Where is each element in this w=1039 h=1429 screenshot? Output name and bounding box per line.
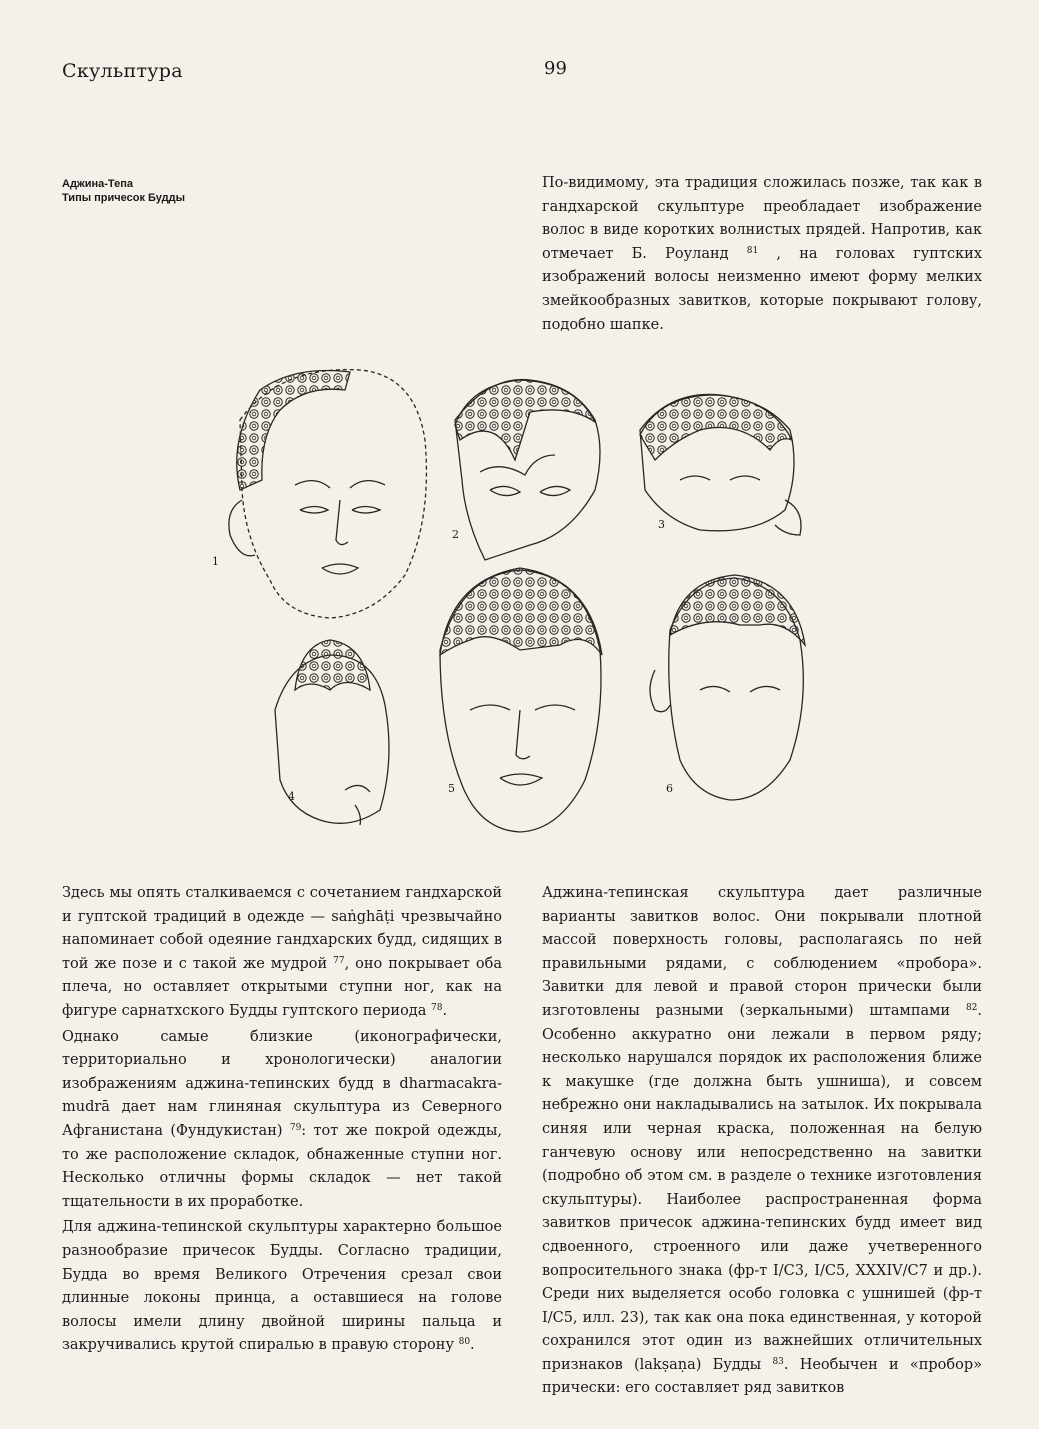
figure-label-4: 4 [288,790,295,803]
paragraph [62,1216,502,1358]
footnote-ref[interactable]: 81 [746,245,759,256]
paragraph-text: . [470,1337,475,1354]
page-number: 99 [544,58,567,79]
figure-label-1: 1 [212,555,219,568]
paragraph-text: По-видимому, эта традиция сложилась позже, так как в гандхарской скульптуре преобладает изображение волос в виде коротких волнистых прядей. Напротив, как отмечает Б. Роуланд [542,175,982,262]
footnote-ref[interactable]: 80 [458,1337,471,1348]
paragraph-text: Здесь мы опять сталкиваемся с сочетанием гандхарской и гуптской традиций в одежде — saṅghāṭi чрезвычайно напоминает собой одеяние гандхарских будд, сидящих в той же позе и с такой же мудрой [62,885,502,972]
caption-line-site: Аджина-Тепа [62,178,133,190]
paragraph-text: Аджина-тепинская скульптура дает различные варианты завитков волос. Они покрывали плотной массой поверхность головы, располагаясь по ней правильными рядами, с соблюдением «пробора». Завитки для левой и правой сторон прически были изготовлены разными (зеркальными) штампами [542,885,982,1019]
paragraph [62,882,502,1024]
head-5-drawing [440,568,602,832]
footnote-ref[interactable]: 78 [430,1002,443,1013]
running-header-title: Скульптура [62,60,183,82]
paragraph [62,1026,502,1215]
head-1-drawing [229,370,427,618]
text-column-bottom-right [542,882,982,1401]
paragraph-text: . Особенно аккуратно они лежали в первом ряду; несколько нарушался порядок их расположения ближе к макушке (где должна быть ушниша), и совсем небрежно они накладывались на затылок. Их покрывала синяя или черная краска, положенная на белую ганчевую основу или непосредственно на завитки (подробно об этом см. в разделе о технике изготовления скульптуры). Наиболее распространенная форма завитков причесок аджина-тепинских будд имеет вид сдвоенного, строенного или даже учетверенного вопросительного знака (фр-т I/C3, I/C5, XXXIV/C7 и др.). Среди них выделяется особо головка с ушнишей (фр-т I/C5, илл. 23), так как она пока единственная, у которой сохранился этот один из важнейших отличительных признаков (lakṣaṇa) Будды [542,1002,982,1373]
caption-line-title: Типы причесок Будды [62,192,186,204]
figure-label-2: 2 [452,528,459,541]
paragraph-text: : тот же покрой одежды, то же расположение складок, обнаженные ступни ног. Несколько отличны формы складок — нет такой тщательности в их проработке. [62,1122,502,1210]
figure-label-6: 6 [666,782,673,795]
paragraph-text: . Необычен и «пробор» прически: его составляет ряд завитков [542,1356,982,1397]
figure-label-5: 5 [448,782,455,795]
footnote-ref[interactable]: 82 [965,1002,978,1013]
paragraph [542,172,982,337]
figure-caption [62,177,185,205]
text-column-top-right [542,172,982,337]
paragraph-text: Однако самые близкие (иконографически, территориально и хронологически) аналогии изображениям аджина-тепинских будд в dharmacakra-mudrā дает нам глиняная скульптура из Северного Афганистана (Фундукистан) [62,1028,502,1139]
buddha-hairstyles-illustration [200,360,830,855]
figure-label-3: 3 [658,518,665,531]
text-column-bottom-left [62,882,502,1358]
footnote-ref[interactable]: 83 [772,1356,784,1367]
paragraph [542,882,982,1401]
paragraph-text: Для аджина-тепинской скульптуры характерно большое разнообразие причесок Будды. Согласно традиции, Будда во время Великого Отречения срезал свои длинные локоны принца, а оставшиеся на голове волосы имели длину двойной ширины пальца и закручивались крутой спиралью в правую сторону [62,1219,502,1354]
footnote-ref[interactable]: 79 [289,1122,302,1133]
head-3-drawing [640,394,801,535]
head-2-drawing [455,380,600,561]
head-6-drawing [650,575,805,800]
footnote-ref[interactable]: 77 [333,955,345,966]
paragraph-text: , оно покрывает оба плеча, но оставляет открытыми ступни ног, как на фигуре сарнатхского Будды гуптского периода [62,955,502,1019]
paragraph-text: , на головах гуптских изображений волосы неизменно имеют форму мелких змейкообразных завитков, которые покрывают голову, подобно шапке. [542,245,982,333]
paragraph-text: . [442,1002,448,1019]
